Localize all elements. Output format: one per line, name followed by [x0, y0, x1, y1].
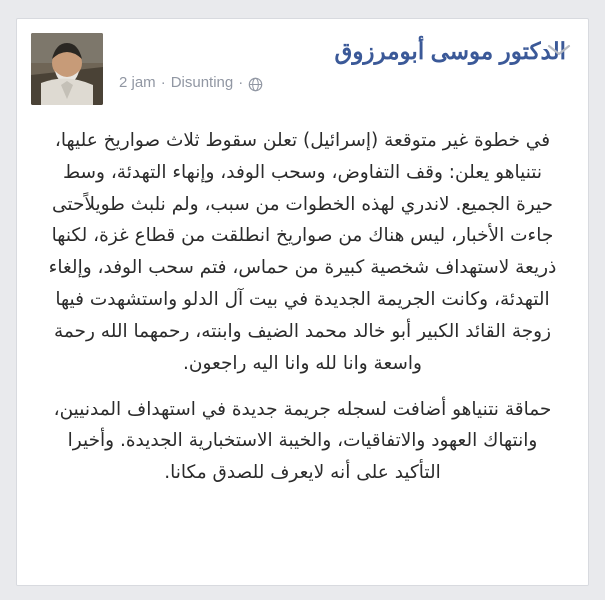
post-paragraph: حماقة نتنياهو أضافت لسجله جريمة جديدة في استهداف المدنيين، وانتهاك العهود والاتفاقيات، والخيبة الاستخبارية الجديدة. وأخيرا التأكيد على أنه لايعرف للصدق مكانا. [53, 398, 552, 484]
post-header-text [103, 33, 576, 91]
globe-icon[interactable] [248, 77, 263, 92]
meta-separator-1: · [160, 73, 166, 91]
post-header [17, 19, 588, 111]
post-meta [117, 74, 566, 91]
post-body [17, 111, 588, 507]
author-name[interactable]: الدكتور موسى أبومرزوق [334, 38, 566, 64]
post-timestamp[interactable]: 2 jam [119, 73, 156, 91]
post-menu-button[interactable] [544, 37, 574, 63]
meta-separator-2: · [238, 73, 244, 91]
post-edited-label[interactable]: Disunting [170, 73, 234, 91]
card-bottom-strip [17, 571, 588, 585]
avatar[interactable] [31, 33, 103, 105]
post-card [16, 18, 589, 586]
post-paragraph: في خطوة غير متوقعة (إسرائيل) تعلن سقوط ثلاث صواريخ عليها، نتنياهو يعلن: وقف التفاوض، وسحب الوفد، وإنهاء التهدئة، وسط حيرة الجميع. لاندري لهذه الخطوات من سبب، ولم نلبث طويلاًحتى جاءت الأخبار، ليس هناك من صواريخ انطلقت من قطاع غزة، لكنها ذريعة لاستهداف شخصية كبيرة من حماس، فتم سحب الوفد، وإلغاء التهدئة، وكانت الجريمة الجديدة في بيت آل الدلو واستشهدت فيها زوجة القائد الكبير أبو خالد محمد الضيف وابنته، رحمهما الله رحمة واسعة وانا لله وانا اليه راجعون. [48, 130, 557, 374]
